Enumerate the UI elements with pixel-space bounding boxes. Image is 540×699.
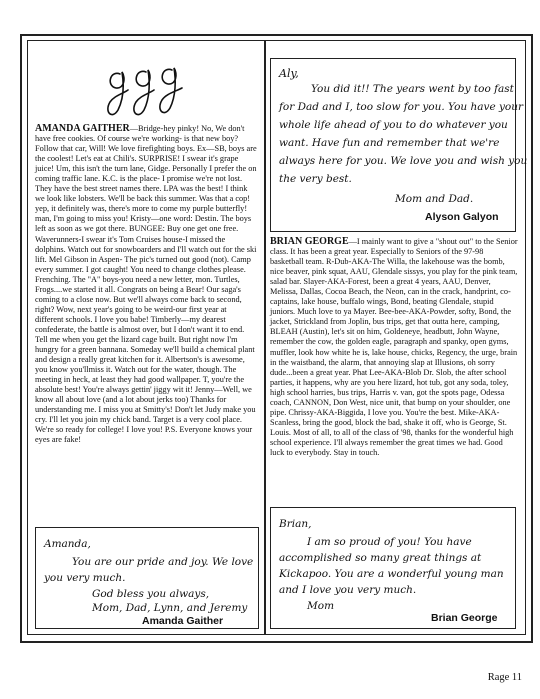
- message-line: I am so proud of you! You have: [307, 536, 472, 548]
- bio-name: AMANDA GAITHER: [35, 123, 130, 134]
- message-greeting: Aly,: [279, 67, 299, 80]
- parent-message-brian: [270, 507, 516, 629]
- signature: Brian George: [431, 612, 498, 624]
- parent-message-alyson: [270, 58, 528, 232]
- signature: Amanda Gaither: [142, 615, 224, 627]
- message-line: always here for you. We love you and wish you: [279, 155, 528, 167]
- brian-george-bio: [270, 237, 518, 458]
- message-line: want. Have fun and remember that we're: [279, 137, 500, 149]
- message-line: the very best.: [279, 173, 352, 185]
- parent-message-amanda: [35, 527, 259, 629]
- message-closing: Mom: [307, 600, 335, 612]
- message-greeting: Amanda,: [44, 538, 91, 550]
- message-line: whole life ahead of you to do whatever you: [279, 119, 508, 131]
- message-line: Kickapoo. You are a wonderful young man: [279, 568, 504, 580]
- bio-text: —Bridge-hey pinky! No, We don't have free cookies. Of course we're working- is that new boy? Follow that car, Will! We love firefighting boys. Ex—SB, boys are the coolest! Let's eat at Chili's. SURPRISE! I swear it's grape juice! Um, this isn't the turn lane, Gidge. Personally I prefer the on coming traffic lane. K.C. is the place- I promise we're not lost. They have the best street names there. LPA was the best! I think we look like lobsters. We'll be back this summer. Was that a cop! yep, it definitely was, there's more to come my purple butterfly! man, I'm going to miss you! Kristy—one word: Destin. The boys left as soon as we got there. BUNGEE: Buy one get one free. Waverunners-I swear it's Tom Cruises house-I missed the dolphins. Watch out for snowboarders and I'll watch out for the ski lift. Mel Gibson in Aspen- The pic's turned out good (not). Camp every summer. I got caught! You need to change clothes please. Frenching. The "A" boys-you need a new letter, mon. Turtles, Frogs....we started it all. Congrats on being a Bear! Our saga's coming to a close now. But we'll always come back to second, right? Wow, next year's going to be weird-our first year at different schools. I love you babe! Timberly—my dearest confederate, the battle is almost over, but I don't want it to end. Tell me when you get the lizard cage built. But right now I'm hungry for a green bannana. Someday we'll build a chemical plant and design a really great kitchen for it. Albertson's is awesome, you know you'llmiss it. Watch out for the water, though. The meeting in heck, at least they had good wallpaper. T, you're the absolute best! You're always gettin' jiggy wit it! Jenny—Well, we know all about love (and a lot about jerks too) Thanks for understanding me. I miss you at Smitty's! Don't let Judy make you cry. I'll let you join my chick band. Target is a very cool place. We're so ready for college! I love you! P.S. Everyone knows your eyes are fake!: [35, 124, 257, 445]
- message-line: accomplished so many great things at: [279, 552, 482, 564]
- monogram-logo: [100, 52, 190, 122]
- amanda-gaither-bio: [35, 124, 257, 446]
- page-number: Rage 11: [487, 672, 522, 683]
- signature: Alyson Galyon: [425, 211, 499, 223]
- message-line: You are our pride and joy. We love: [72, 556, 254, 568]
- column-divider: [264, 40, 266, 634]
- message-greeting: Brian,: [279, 518, 312, 530]
- message-closing: Mom, Dad, Lynn, and Jeremy: [92, 602, 248, 614]
- message-line: You did it!! The years went by too fast: [311, 83, 514, 95]
- message-line: for Dad and I, too slow for you. You have your: [279, 101, 524, 113]
- message-line: you very much.: [44, 572, 126, 584]
- bio-text: —I mainly want to give a "shout out" to the Senior class. It has been a great year. Especially to Seniors of the 97-98 basketball team. R-Dub-AKA-The Willa, the lakehouse was the bomb, nice beaver, pink squat, AAU, Glendale sissys, you play for the pink team, salad bar. Slayer-AKA-Forest, been a great 4 years, AAU, Denver, Melissa, Dallas, Cocoa Beach, the Neon, can in the crack, handprint, co-captains, lake house, buffalo wings, Bond, beating Glendale, stupid juniors. Much love to ya Mayer. Bee-bee-AKA-Powder, softy, Bond, the jacket, Strickland from Joplin, bus trips, get that outta here, camping, BLEAH (Austin), let's sit on him, Goldeneye, headbutt, John Wayne, remember the cow, the golden eagle, paragraph and spanky, open gyms, muffler, look how white he is, lake house, chicks, Regency, the urge, brain in the waistband, the alarm, that annoying slap at Illusions, oh sorry dude...been a great year. Phat Lee-AKA-Blob Dr. Slob, the after school parties, it happens, why are you here lizard, hot tub, got any soda, toley, high school harries, bus trips, Harris v. van, got the spots page, Odessa coach, CANNON, Don West, nice unit, that bump on your shoulder, one pipe. Chrissy-AKA-Biggida, I love you. You're the best. Mike-AKA-Scanless, bring the good, block the bad, shake it off, who is George, St. Louis. Most of all, to all of the class of '98, thanks for the wonderful high school experience. I'll always remember the great times we had. Good luck to everybody. Stay in touch.: [270, 237, 518, 457]
- message-line: God bless you always,: [92, 588, 210, 600]
- message-closing: Mom and Dad.: [395, 193, 474, 205]
- message-line: and I love you very much.: [279, 584, 417, 596]
- bio-name: BRIAN GEORGE: [270, 236, 349, 247]
